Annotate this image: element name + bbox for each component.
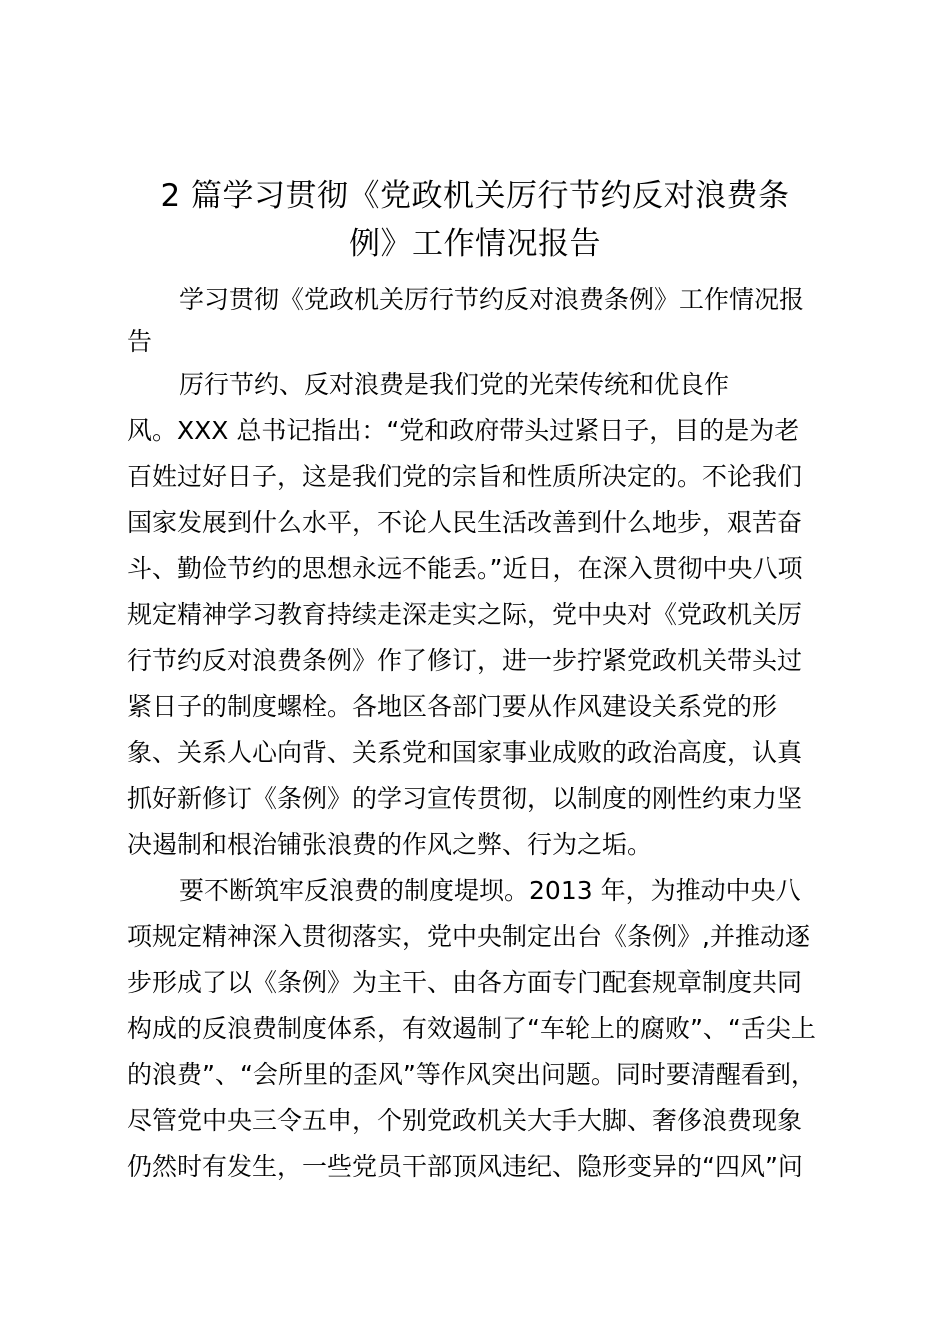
paragraph-line: 风。XXX 总书记指出：“党和政府带头过紧日子，目的是为老 (127, 416, 800, 445)
paragraph-line: 厉行节约、反对浪费是我们党的光荣传统和优良作 (179, 370, 730, 399)
paragraph-line: 斗、勤俭节约的思想永远不能丢。”近日，在深入贯彻中央八项 (127, 554, 803, 583)
paragraph-line: 步形成了以《条例》为主干、由各方面专门配套规章制度共同 (127, 968, 803, 997)
paragraph-line: 的浪费”、“会所里的歪风”等作风突出问题。同时要清醒看到， (127, 1060, 816, 1089)
paragraph-line: 要不断筑牢反浪费的制度堤坝。2013 年，为推动中央八 (179, 876, 801, 905)
paragraph-line: 构成的反浪费制度体系，有效遏制了“车轮上的腐败”、“舌尖上 (127, 1014, 816, 1043)
paragraph-line: 象、关系人心向背、关系党和国家事业成败的政治高度，认真 (127, 738, 803, 767)
subtitle-line-1: 学习贯彻《党政机关厉行节约反对浪费条例》工作情况报 (179, 285, 805, 314)
paragraph-line: 抓好新修订《条例》的学习宣传贯彻，以制度的刚性约束力坚 (127, 784, 803, 813)
paragraph-line: 行节约反对浪费条例》作了修订，进一步拧紧党政机关带头过 (127, 646, 803, 675)
paragraph-line: 国家发展到什么水平，不论人民生活改善到什么地步，艰苦奋 (127, 508, 803, 537)
title-line-1: 2 篇学习贯彻《党政机关厉行节约反对浪费条 (160, 178, 790, 214)
paragraph-line: 规定精神学习教育持续走深走实之际，党中央对《党政机关厉 (127, 600, 803, 629)
title-line-2: 例》工作情况报告 (349, 226, 601, 262)
subtitle-line-2: 告 (127, 327, 153, 356)
document-title (120, 172, 830, 268)
paragraph-line: 决遏制和根治铺张浪费的作风之弊、行为之垢。 (127, 830, 653, 859)
paragraph-line: 仍然时有发生，一些党员干部顶风违纪、隐形变异的“四风”问 (127, 1152, 803, 1181)
paragraph-line: 项规定精神深入贯彻落实，党中央制定出台《条例》,并推动逐 (127, 922, 810, 951)
paragraph-line: 紧日子的制度螺栓。各地区各部门要从作风建设关系党的形 (127, 692, 778, 721)
paragraph-line: 尽管党中央三令五申，个别党政机关大手大脚、奢侈浪费现象 (127, 1106, 803, 1135)
paragraph-line: 百姓过好日子，这是我们党的宗旨和性质所决定的。不论我们 (127, 462, 803, 491)
